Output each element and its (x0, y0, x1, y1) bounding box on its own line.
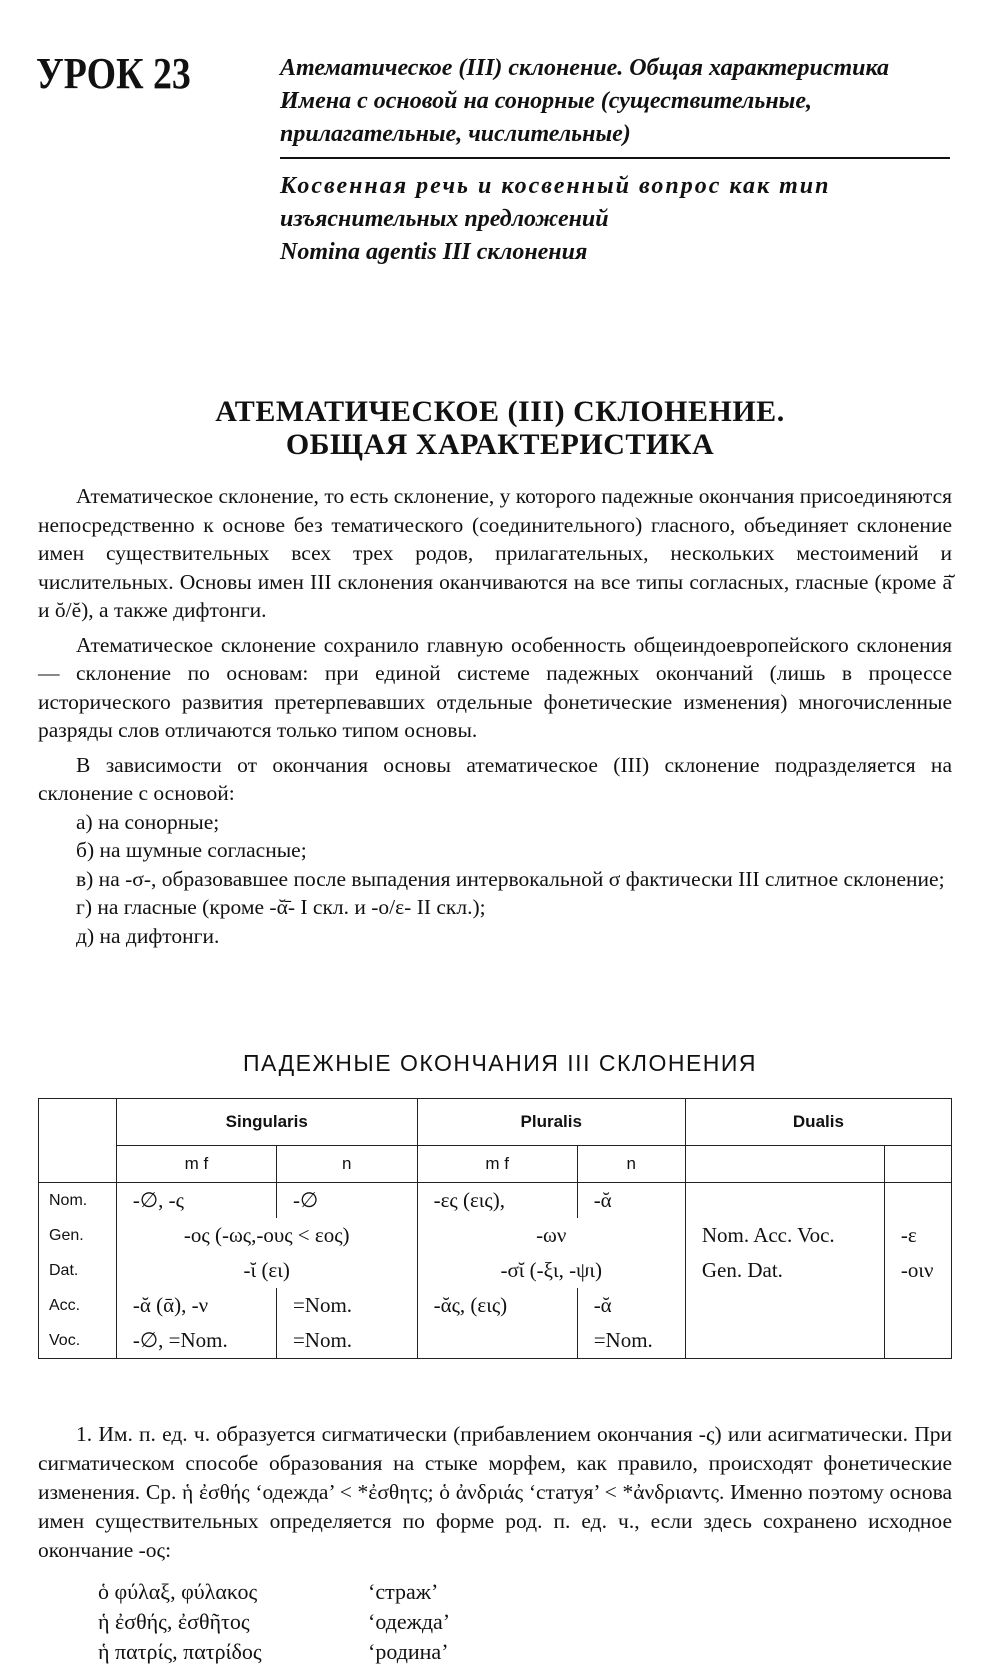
case-label: Dat. (39, 1253, 117, 1288)
example-greek: ἡ ἐσθής, ἐσθῆτος (98, 1609, 250, 1634)
dual-cases: Gen. Dat. (685, 1253, 884, 1288)
dual-sub-cell (685, 1146, 884, 1183)
table-row (39, 1323, 952, 1359)
paragraph: В зависимости от окончания основы атематическое (III) склонение подразделяется на склонение с основой: (38, 752, 952, 805)
example-greek: ἡ πατρίς, πατρίδος (98, 1639, 262, 1664)
dual-sub-cell (884, 1146, 951, 1183)
dual-cell (884, 1183, 951, 1219)
table-title: ПАДЕЖНЫЕ ОКОНЧАНИЯ III СКЛОНЕНИЯ (242, 1050, 758, 1076)
dual-cell (685, 1288, 884, 1323)
dual-cell (884, 1288, 951, 1323)
topic-line: изъяснительных предложений (280, 206, 609, 232)
ending-cell (417, 1323, 577, 1359)
gender-mf: m f (417, 1146, 577, 1183)
example-row (98, 1607, 798, 1637)
ending-cell: =Nom. (276, 1323, 417, 1359)
case-label: Nom. (39, 1183, 117, 1219)
case-label: Voc. (39, 1323, 117, 1359)
topic-line: Nomina agentis III склонения (280, 239, 588, 265)
dual-cell (685, 1323, 884, 1359)
header-singularis: Singularis (116, 1099, 417, 1146)
gender-n: n (276, 1146, 417, 1183)
list-item: д) на дифтонги. (76, 923, 220, 948)
example-row (98, 1577, 798, 1607)
topic-line: Атематическое (III) склонение. Общая характеристика (280, 55, 890, 81)
section-heading-line: ОБЩАЯ ХАРАКТЕРИСТИКА (285, 428, 715, 461)
ending-cell: -∅, -ς (116, 1183, 276, 1219)
topic-line: Имена с основой на сонорные (существительные, (280, 88, 812, 114)
table-corner-cell (39, 1099, 117, 1183)
section-heading-line: АТЕМАТИЧЕСКОЕ (III) СКЛОНЕНИЕ. (215, 395, 785, 428)
table-gender-row (39, 1146, 952, 1183)
table-row (39, 1288, 952, 1323)
table-row (39, 1218, 952, 1253)
section-body (38, 482, 952, 950)
ending-cell: -ᾰς, (εις) (417, 1288, 577, 1323)
note-text: 1. Им. п. ед. ч. образуется сигматически (прибавлением окончания -ς) или асигматически. При сигматическом способе образования на стыке морфем, как правило, происходят фонетические изменения. Ср. ἡ ἐσθής ‘одежда’ < *ἐσθητς; ὁ ἀνδριάς ‘статуя’ < *ἀνδριαντς. Именно поэтому основа имен существительных определяется по форме род. п. ед. ч., если здесь сохранено исходное окончание -ος: (38, 1422, 952, 1562)
lesson-topics-secondary (280, 170, 950, 269)
gender-n: n (577, 1146, 685, 1183)
lesson-topics (280, 52, 950, 151)
case-label: Gen. (39, 1218, 117, 1253)
ending-cell: -ες (εις), (417, 1183, 577, 1219)
example-gloss: ‘одежда’ (368, 1609, 451, 1634)
dual-cell (884, 1323, 951, 1359)
case-label: Acc. (39, 1288, 117, 1323)
example-greek: ὁ φύλαξ, φύλακος (98, 1579, 258, 1604)
note-paragraph (38, 1420, 952, 1565)
paragraph: Атематическое склонение сохранило главную особенность общеиндоевропейского склонения — склонение по основам: при единой системе падежных окончаний (лишь в процессе исторического развития претерпевавших отдельные фонетические изменения) многочисленные разряды слов отличаются только типом основы. (38, 632, 952, 742)
example-gloss: ‘родина’ (368, 1639, 449, 1664)
lesson-number: УРОК 23 (36, 49, 191, 98)
ending-cell: -ᾰ (577, 1288, 685, 1323)
ending-cell: =Nom. (577, 1323, 685, 1359)
dual-ending: -ε (884, 1218, 951, 1253)
example-gloss: ‘страж’ (368, 1579, 439, 1604)
section-heading (0, 395, 1000, 461)
header-divider (280, 157, 950, 159)
dual-cell (685, 1183, 884, 1219)
header-pluralis: Pluralis (417, 1099, 685, 1146)
header-dualis: Dualis (685, 1099, 951, 1146)
list-item: б) на шумные согласные; (76, 838, 307, 862)
list-item: а) на сонорные; (76, 809, 220, 834)
ending-cell: -ος (-ως,-ους < εος) (116, 1218, 417, 1253)
ending-cell: -ᾰ (ᾱ), -ν (116, 1288, 276, 1323)
gender-mf: m f (116, 1146, 276, 1183)
list-item: в) на -σ-, образовавшее после выпадения интервокальной σ фактически III слитное склонение; (76, 866, 945, 891)
topic-line: прилагательные, числительные) (280, 121, 631, 147)
examples-list (98, 1577, 798, 1667)
case-endings-table (38, 1098, 952, 1359)
dual-cases: Nom. Acc. Voc. (685, 1218, 884, 1253)
dual-ending: -οιν (884, 1253, 951, 1288)
ending-cell: =Nom. (276, 1288, 417, 1323)
table-row (39, 1183, 952, 1219)
topic-line: Косвенная речь и косвенный вопрос как тип (280, 173, 831, 199)
table-row (39, 1253, 952, 1288)
ending-cell: -ων (417, 1218, 685, 1253)
ending-cell: -σῐ (-ξι, -ψι) (417, 1253, 685, 1288)
list-item: г) на гласные (кроме -ᾰ̄- I скл. и -ο/ε- II скл.); (76, 895, 486, 919)
table-header-row (39, 1099, 952, 1146)
ending-cell: -ᾰ (577, 1183, 685, 1219)
example-row (98, 1637, 798, 1667)
ending-cell: -∅ (276, 1183, 417, 1219)
ending-cell: -∅, =Nom. (116, 1323, 276, 1359)
paragraph: Атематическое склонение, то есть склонение, у которого падежные окончания присоединяются непосредственно к основе без тематического (соединительного) гласного, объединяет склонение имен существительных всех трех родов, прилагательных, нескольких местоимений и числительных. Основы имен III склонения оканчиваются на все типы согласных, гласные (кроме ā̆ и ŏ/ĕ), а также дифтонги. (38, 484, 952, 622)
ending-cell: -ῐ (ει) (116, 1253, 417, 1288)
